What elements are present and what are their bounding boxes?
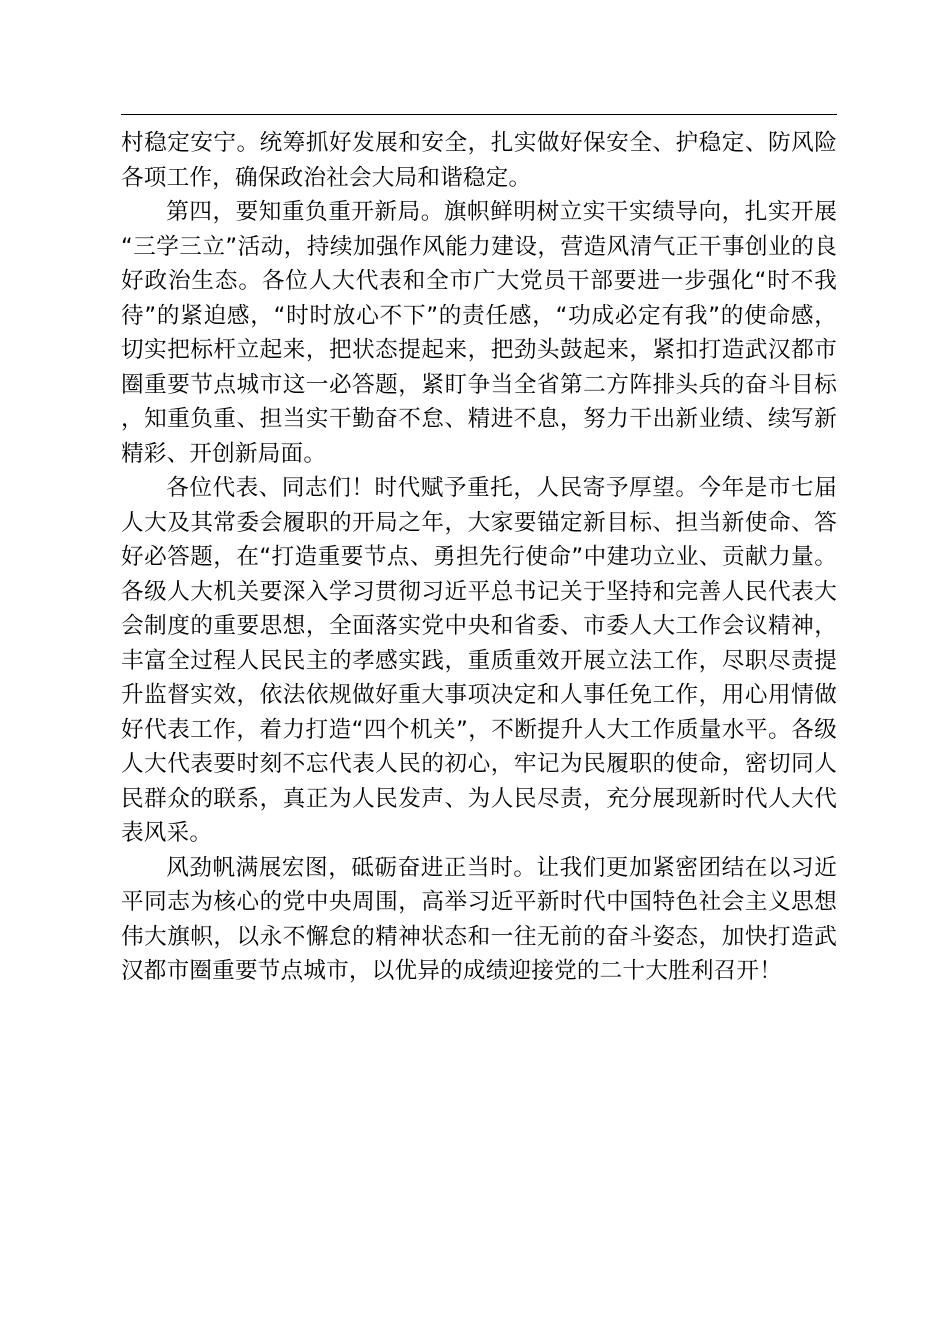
paragraph-closing: 风劲帆满展宏图，砥砺奋进正当时。让我们更加紧密团结在以习近平同志为核心的党中央周围，高举习近平新时代中国特色社会主义思想伟大旗帜，以永不懈怠的精神状态和一往无前的奋斗姿态，加快打造武汉都市圈重要节点城市，以优异的成绩迎接党的二十大胜利召开！ (121, 854, 837, 984)
header-rule (121, 114, 837, 115)
paragraph-continued: 村稳定安宁。统筹抓好发展和安全，扎实做好保安全、护稳定、防风险各项工作，确保政治社会大局和谐稳定。 (121, 130, 837, 191)
paragraph-delegates-address: 各位代表、同志们！时代赋予重托，人民寄予厚望。今年是市七届人大及其常委会履职的开局之年，大家要锚定新目标、担当新使命、答好必答题，在“打造重要节点、勇担先行使命”中建功立业、贡献力量。各级人大机关要深入学习贯彻习近平总书记关于坚持和完善人民代表大会制度的重要思想，全面落实党中央和省委、市委人大工作会议精神，丰富全过程人民民主的孝感实践，重质重效开展立法工作，尽职尽责提升监督实效，依法依规做好重大事项决定和人事任免工作，用心用情做好代表工作，着力打造“四个机关”，不断提升人大工作质量水平。各级人大代表要时刻不忘代表人民的初心，牢记为民履职的使命，密切同人民群众的联系，真正为人民发声、为人民尽责，充分展现新时代人大代表风采。 (121, 475, 837, 846)
paragraph-fourth-point: 第四，要知重负重开新局。旗帜鲜明树立实干实绩导向，扎实开展“三学三立”活动，持续加强作风能力建设，营造风清气正干事创业的良好政治生态。各位人大代表和全市广大党员干部要进一步强化“时不我待”的紧迫感，“时时放心不下”的责任感，“功成必定有我”的使命感，切实把标杆立起来，把状态提起来，把劲头鼓起来，紧扣打造武汉都市圈重要节点城市这一必答题，紧盯争当全省第二方阵排头兵的奋斗目标，知重负重、担当实干勤奋不怠、精进不息，努力干出新业绩、续写新精彩、开创新局面。 (121, 199, 837, 467)
document-body (121, 126, 837, 989)
